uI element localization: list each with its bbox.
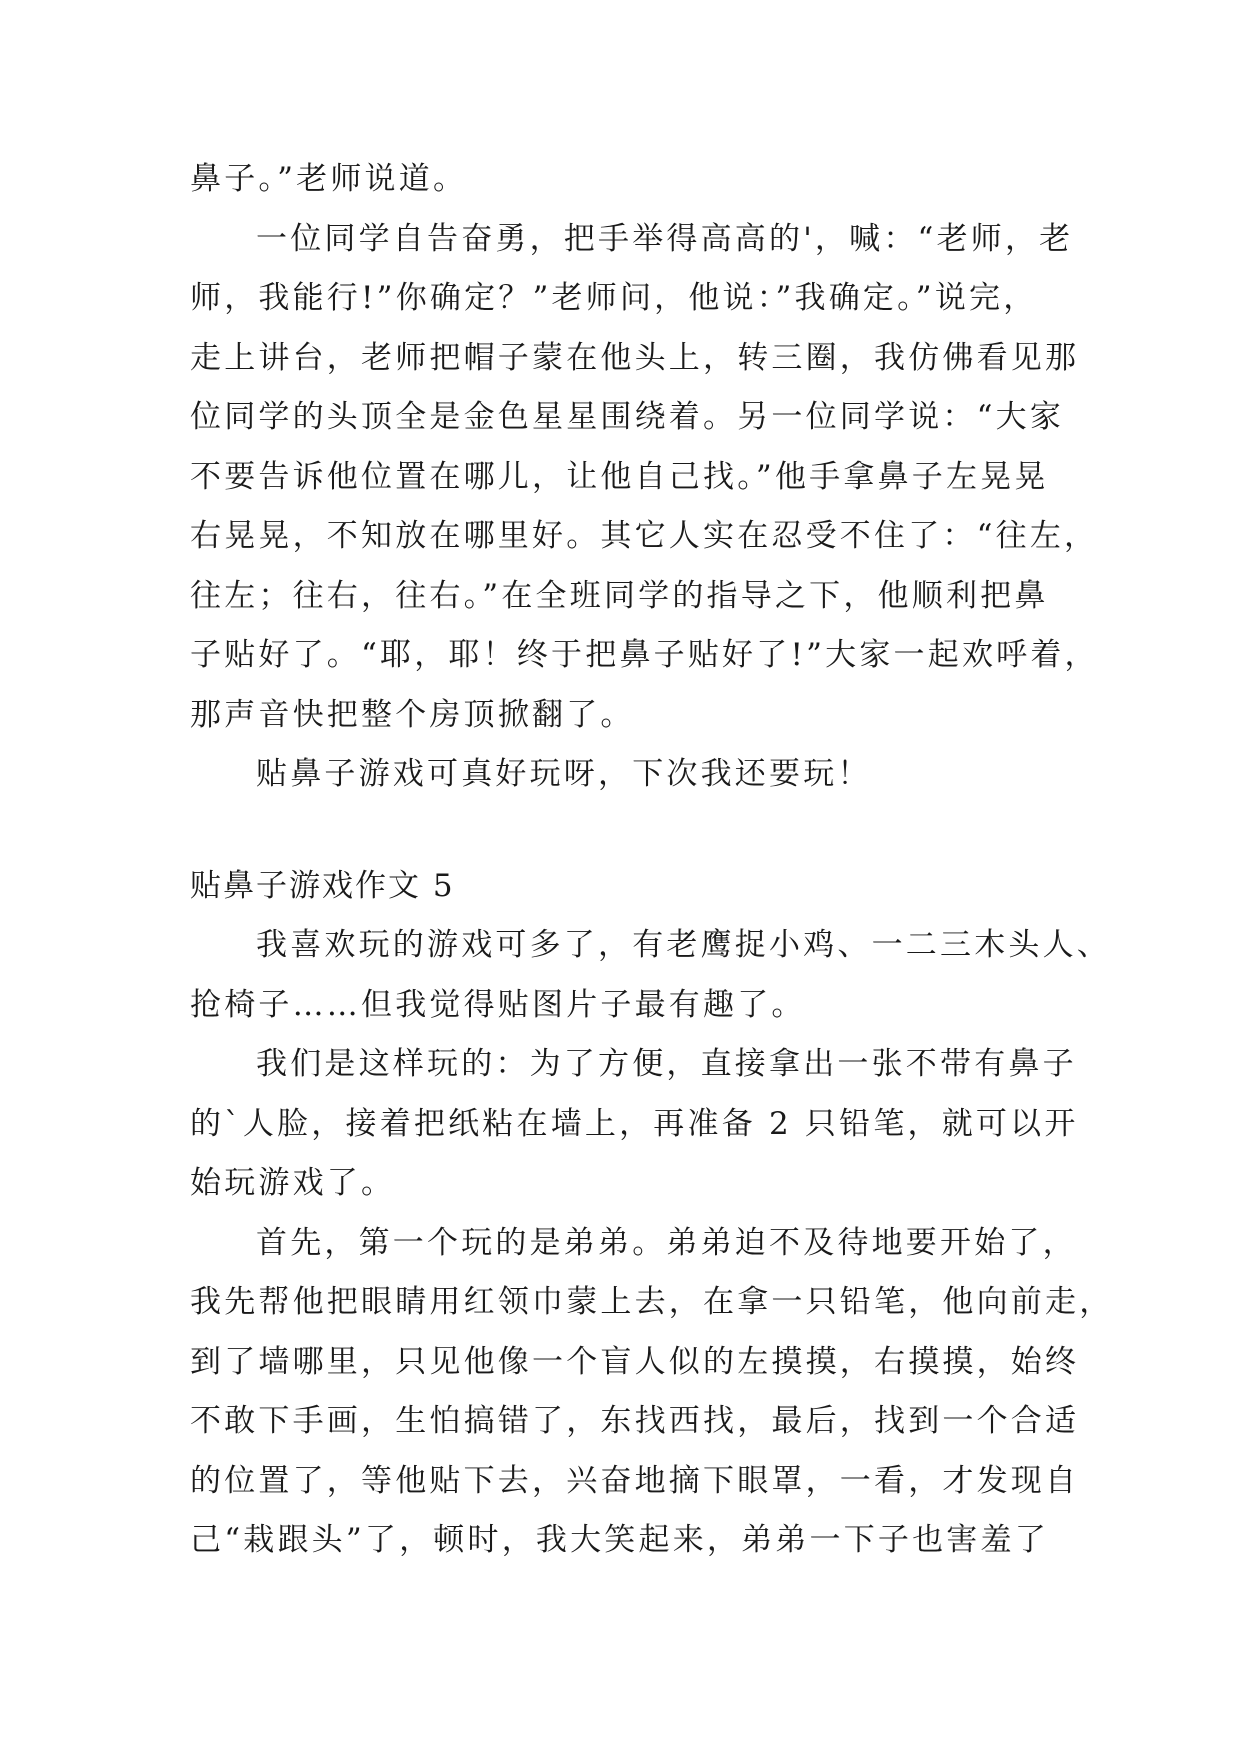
paragraph bbox=[190, 1035, 1079, 1214]
text-line: 往左；往右，往右。”在全班同学的指导之下，他顺利把鼻 bbox=[190, 577, 1049, 614]
essay-body-before bbox=[190, 150, 1099, 805]
text-line: 走上讲台，老师把帽子蒙在他头上，转三圈，我仿佛看见那 bbox=[190, 339, 1080, 376]
paragraph bbox=[190, 745, 1065, 805]
text-line: 的`人脸，接着把纸粘在墙上，再准备 2 只铅笔，就可以开 bbox=[190, 1105, 1079, 1142]
essay-body-after bbox=[190, 916, 1114, 1571]
text-line: 首先，第一个玩的是弟弟。弟弟迫不及待地要开始了， bbox=[256, 1224, 1077, 1261]
text-line: 鼻子。”老师说道。 bbox=[190, 161, 468, 197]
text-line: 己“栽跟头”了，顿时，我大笑起来，弟弟一下子也害羞了 bbox=[190, 1522, 1049, 1558]
text-line: 师，我能行!”你确定？”老师问，他说：”我确定。”说完， bbox=[190, 280, 1038, 316]
text-line: 的位置了，等他贴下去，兴奋地摘下眼罩，一看，才发现自 bbox=[190, 1462, 1080, 1499]
paragraph bbox=[190, 1214, 1114, 1571]
text-line: 我喜欢玩的游戏可多了，有老鹰捉小鸡、一二三木头人、 bbox=[256, 927, 1111, 963]
document-page bbox=[190, 150, 1114, 1571]
text-line: 位同学的头顶全是金色星星围绕着。另一位同学说：“大家 bbox=[190, 399, 1065, 435]
text-line: 抢椅子……但我觉得贴图片子最有趣了。 bbox=[190, 986, 806, 1023]
section-title: 贴鼻子游戏作文 5 bbox=[190, 867, 455, 904]
text-line: 子贴好了。“耶，耶！终于把鼻子贴好了!”大家一起欢呼着， bbox=[190, 637, 1099, 673]
paragraph bbox=[190, 150, 1065, 210]
text-line: 不敢下手画，生怕搞错了，东找西找，最后，找到一个合适 bbox=[190, 1403, 1080, 1439]
paragraph bbox=[190, 210, 1099, 746]
text-line: 我先帮他把眼睛用红领巾蒙上去，在拿一只铅笔，他向前走， bbox=[190, 1284, 1114, 1320]
text-line: 那声音快把整个房顶掀翻了。 bbox=[190, 696, 635, 733]
section-gap bbox=[190, 805, 1065, 857]
paragraph bbox=[190, 916, 1111, 1035]
text-line: 始玩游戏了。 bbox=[190, 1165, 396, 1201]
text-line: 不要告诉他位置在哪儿，让他自己找。”他手拿鼻子左晃晃 bbox=[190, 458, 1049, 495]
text-line: 一位同学自告奋勇，把手举得高高的'，喊：“老师，老 bbox=[256, 220, 1074, 257]
text-line: 我们是这样玩的：为了方便，直接拿出一张不带有鼻子 bbox=[256, 1046, 1077, 1082]
text-line: 右晃晃，不知放在哪里好。其它人实在忍受不住了：“往左， bbox=[190, 518, 1099, 554]
text-line: 贴鼻子游戏可真好玩呀，下次我还要玩！ bbox=[256, 756, 872, 792]
text-line: 到了墙哪里，只见他像一个盲人似的左摸摸，右摸摸，始终 bbox=[190, 1343, 1080, 1380]
